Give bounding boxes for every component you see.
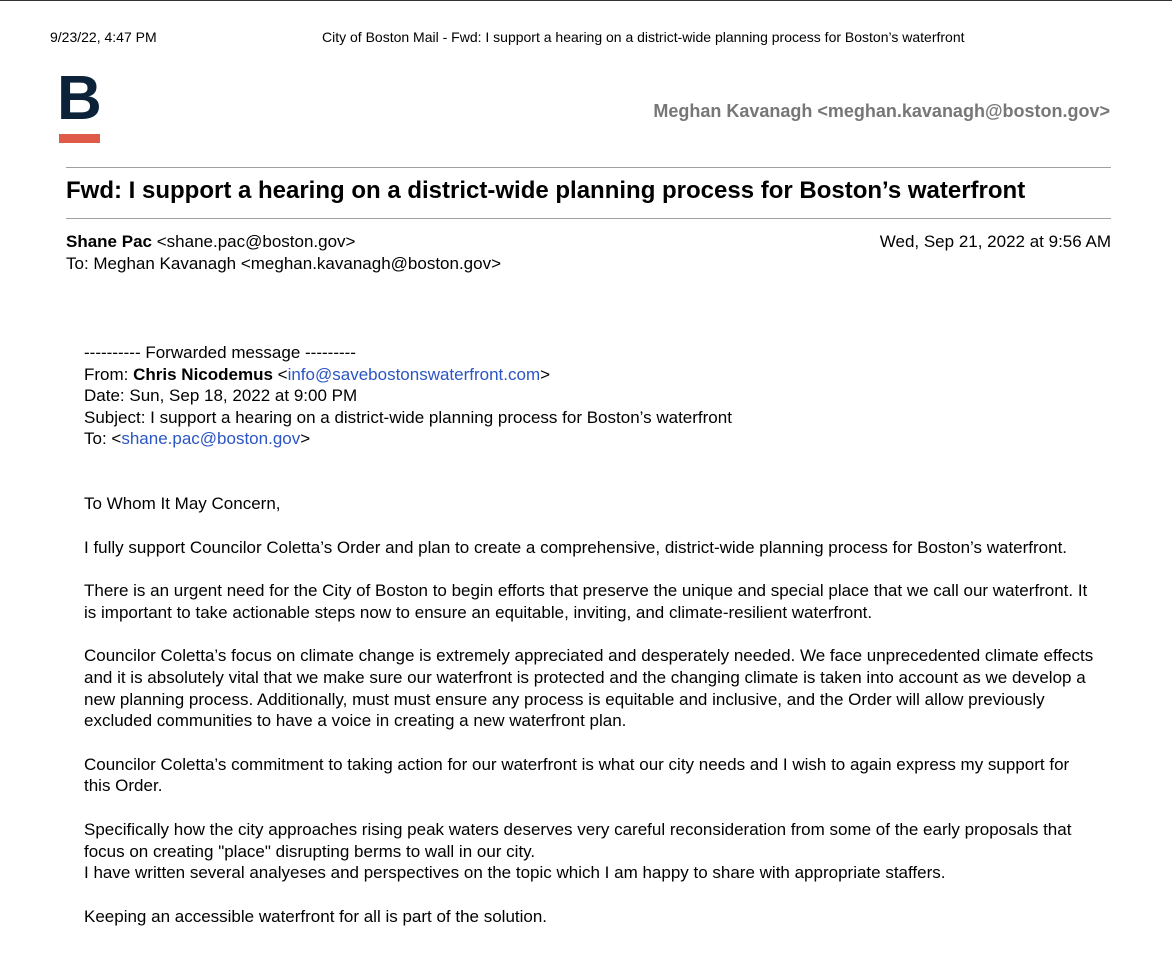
forwarded-header-block [84,342,1094,450]
sender-name: Shane Pac [66,232,152,251]
body-paragraph: I fully support Councilor Coletta’s Order and plan to create a comprehensive, district-wide planning process for Boston’s waterfront. [84,537,1068,557]
forwarded-marker: ---------- Forwarded message --------- [84,343,356,362]
body-paragraph: Councilor Coletta’s focus on climate change is extremely appreciated and desperately needed. We face unprecedented climate effects and it is absolutely vital that we make sure our waterfront is protected and the changing climate is taken into account as we develop a new planning process. Additionally, must must ensure any process is equitable and inclusive, and the Order will allow previously excluded communities to have a voice in creating a new waterfront plan. [84,646,1094,731]
greeting: To Whom It May Concern, [84,493,281,513]
print-date: 9/23/22, 4:47 PM [50,29,157,45]
account-identity: Meghan Kavanagh <meghan.kavanagh@boston.gov> [653,101,1110,121]
divider-bottom [66,218,1111,219]
forwarded-from-email-link[interactable]: info@savebostonswaterfront.com [287,364,541,384]
body-line: Specifically how the city approaches rising peak waters deserves very careful reconsideration from some of the early proposals that focus on creating "place" disrupting berms to wall in our city. [84,819,1072,861]
to-label: To: [84,429,112,449]
body-paragraph: Councilor Coletta’s commitment to taking action for our waterfront is what our city needs and I wish to again express my support for this Order. [84,754,1070,796]
message-sender [66,232,355,252]
print-title: City of Boston Mail - Fwd: I support a hearing on a district-wide planning process for Boston’s waterfront [322,29,965,45]
logo-letter: B [57,64,102,133]
forwarded-from-name: Chris Nicodemus [133,364,273,384]
body-line: I have written several analyeses and perspectives on the topic which I am happy to share with appropriate staffers. [84,863,946,883]
divider-top [66,167,1111,168]
sender-email: <shane.pac@boston.gov> [156,232,356,251]
forwarded-to-email-link[interactable]: shane.pac@boston.gov [121,429,301,449]
logo-bar [59,134,100,143]
from-label: From: [84,364,134,384]
message-date: Wed, Sep 21, 2022 at 9:56 AM [879,232,1111,251]
forwarded-subject: Subject: I support a hearing on a district-wide planning process for Boston’s waterfront [84,407,732,427]
email-subject: Fwd: I support a hearing on a district-wide planning process for Boston’s waterfront [66,177,1026,204]
body-paragraph [84,819,1094,884]
body-paragraph: There is an urgent need for the City of Boston to begin efforts that preserve the unique and special place that we call our waterfront. It is important to take actionable steps now to ensure an equitable, inviting, and climate-resilient waterfront. [84,581,1088,622]
forwarded-from: From: Chris Nicodemus <info@savebostonswaterfront.com> [84,364,551,384]
forwarded-to: To: <shane.pac@boston.gov> [84,429,311,449]
body-paragraph: Keeping an accessible waterfront for all is part of the solution. [84,906,548,926]
forwarded-date: Date: Sun, Sep 18, 2022 at 9:00 PM [84,386,358,406]
boston-logo [57,64,102,143]
page-top-border [0,0,1172,1]
message-recipient: To: Meghan Kavanagh <meghan.kavanagh@boston.gov> [66,254,502,273]
message-body [84,342,1094,927]
